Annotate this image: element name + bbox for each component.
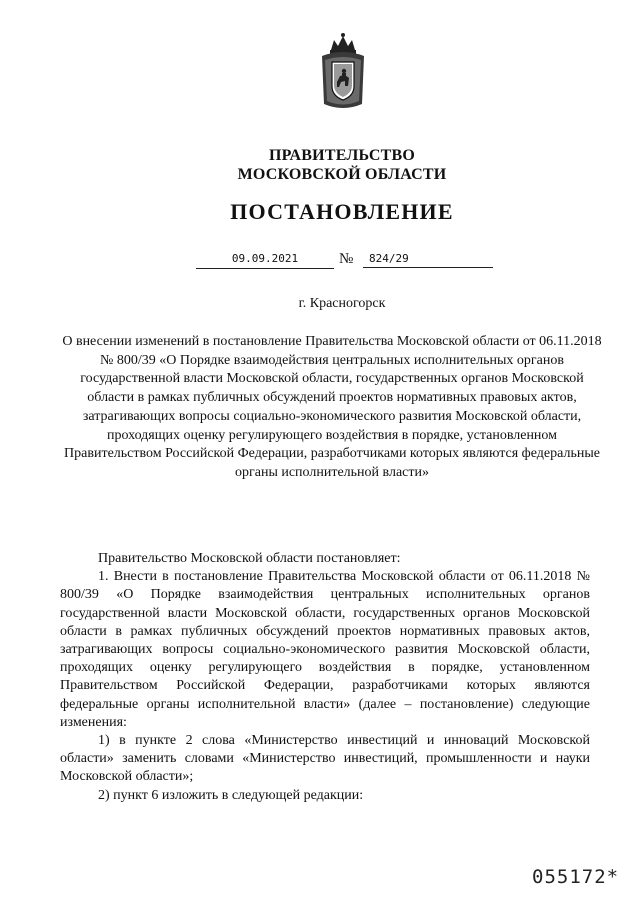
subitem-2-paragraph: 2) пункт 6 изложить в следующей редакции: [98,787,364,803]
intro-paragraph: Правительство Московской области постановляет: [98,551,401,566]
document-type: ПОСТАНОВЛЕНИЕ [230,199,454,224]
subitem-1-paragraph: 1) в пункте 2 слова «Министерство инвестиций и инноваций Московской области» заменить словами «Министерство инвестиций, промышленности и науки Московской области»; [60,733,590,785]
serial-number: 055172* [532,866,620,888]
city: г. Красногорск [298,296,386,311]
document-number: 824/29 [363,252,493,268]
coat-of-arms-icon [318,30,368,112]
government-name-line1: ПРАВИТЕЛЬСТВО [268,147,416,164]
item-1-paragraph: 1. Внести в постановление Правительства Московской области от 06.11.2018 № 800/39 «О Порядке взаимодействия центральных исполнительных органов государственной власти Московской области, государственных органов Московской области в рамках публичных обсуждений проектов нормативных правовых актов, затрагивающих вопросы социально-экономического развития Московской области, проходящих оценку регулирующего воздействия в порядке, установленном Правительством Российской Федерации, разработчиками которых являются федеральные органы исполнительной власти» (далее – постановление) следующие изменения: [60,569,590,730]
government-name-line2: МОСКОВСКОЙ ОБЛАСТИ [237,166,447,183]
document-title: О внесении изменений в постановление Правительства Московской области от 06.11.2018 № 800/39 «О Порядке взаимодействия центральных исполнительных органов государственной власти Московской области, государственных органов Московской области в рамках публичных обсуждений проектов нормативных правовых актов, затрагивающих вопросы социально-экономического развития Московской области, проходящих оценку регулирующего воздействия в порядке, установленном Правительством Российской Федерации, разработчиками которых являются федеральные органы исполнительной власти» [62,334,602,480]
document-date: 09.09.2021 [196,252,334,269]
number-sign: № [339,251,354,267]
document-body [60,550,590,805]
